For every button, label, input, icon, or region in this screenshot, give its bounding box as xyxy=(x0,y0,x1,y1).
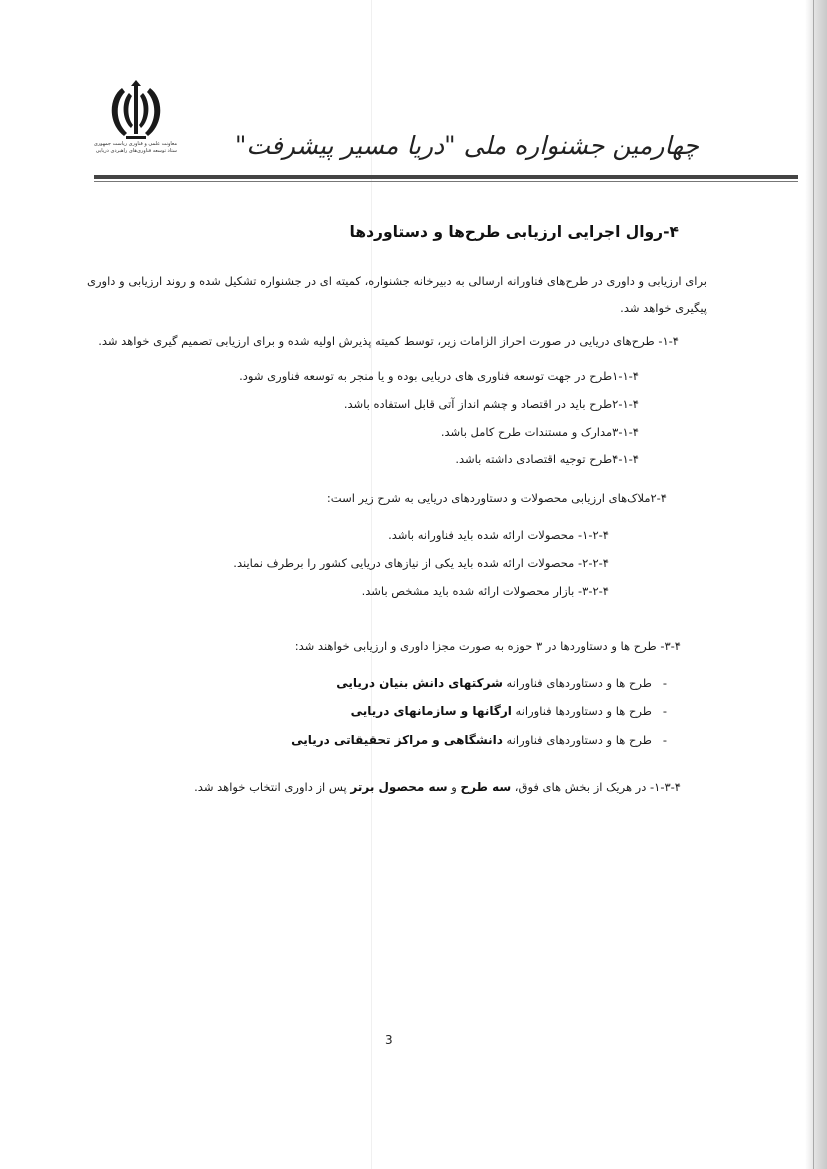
list-item-prefix: طرح ها و دستاوردها فناورانه xyxy=(511,704,652,718)
emblem-caption-line-2: ستاد توسعه فناوری‌های راهبردی دریایی xyxy=(95,148,177,154)
section-title: ۴-روال اجرایی ارزیابی طرح‌ها و دستاوردها xyxy=(349,223,679,241)
list-item xyxy=(351,703,667,719)
list-item-dash: - xyxy=(662,704,667,718)
clause-4-3-1-part-1: ۱-۳-۴- در هریک از بخش های فوق، xyxy=(511,780,681,794)
clause-4-2-2: ۲-۲-۴- محصولات ارائه شده باید یکی از نیازهای دریایی کشور را برطرف نمایند. xyxy=(233,556,609,570)
clause-4-1-3: ۳-۱-۴مدارک و مستندات طرح کامل باشد. xyxy=(440,425,639,439)
list-item-prefix: طرح ها و دستاوردهای فناورانه xyxy=(502,676,652,690)
emblem-caption xyxy=(93,141,177,155)
intro-paragraph: برای ارزیابی و داوری در طرح‌های فناورانه ارسالی به دبیرخانه جشنواره، کمیته ای در جشنواره تشکیل شده و روند ارزیابی و داوری پیگیری خواهد شد. xyxy=(87,274,707,315)
clause-4-3-1-part-2: و xyxy=(447,780,461,794)
list-item-bold: ارگانها و سازمانهای دریایی xyxy=(350,704,512,718)
clause-4-3-1-bold-1: سه طرح xyxy=(460,780,512,794)
list-item-bold: دانشگاهی و مراکز تحقیقاتی دریایی xyxy=(291,733,503,747)
list-item-dash: - xyxy=(662,733,667,747)
clause-4-2-3: ۳-۲-۴- بازار محصولات ارائه شده باید مشخص باشد. xyxy=(361,584,609,598)
list-item-dash: - xyxy=(662,676,667,690)
page-number: 3 xyxy=(385,1033,393,1047)
list-item xyxy=(291,732,667,748)
clause-4-3: ۳-۴- طرح ها و دستاوردها در ۳ حوزه به صورت مجزا داوری و ارزیابی خواهند شد: xyxy=(294,639,681,653)
list-item xyxy=(336,675,667,691)
clause-4-3-1 xyxy=(194,779,681,795)
clause-4-1-4: ۴-۱-۴طرح توجیه اقتصادی داشته باشد. xyxy=(455,452,639,466)
clause-4-1-2: ۲-۱-۴طرح باید در اقتصاد و چشم انداز آتی قابل استفاده باشد. xyxy=(343,397,639,411)
scan-edge-shadow xyxy=(805,0,827,1169)
clause-4-1: ۱-۴- طرح‌های دریایی در صورت احراز الزامات زیر، توسط کمیته پذیرش اولیه شده و برای ارزیابی تصمیم گیری خواهد شد. xyxy=(98,334,679,348)
clause-4-2-1: ۱-۲-۴- محصولات ارائه شده باید فناورانه باشد. xyxy=(388,528,609,542)
emblem-caption-line-1: معاونت علمی و فناوری ریاست جمهوری xyxy=(93,141,177,147)
clause-4-2: ۲-۴ملاک‌های ارزیابی محصولات و دستاوردهای دریایی به شرح زیر است: xyxy=(326,491,667,505)
scan-edge-line xyxy=(813,0,814,1169)
festival-title: چهارمین جشنواره ملی "دریا مسیر پیشرفت" xyxy=(234,131,699,160)
header-rule-thin xyxy=(94,181,798,182)
list-item-bold: شرکتهای دانش بنیان دریایی xyxy=(336,676,503,690)
clause-4-1-1: ۱-۱-۴طرح در جهت توسعه فناوری های دریایی بوده و یا منجر به توسعه فناوری شود. xyxy=(239,369,639,383)
list-item-prefix: طرح ها و دستاوردهای فناورانه xyxy=(502,733,652,747)
clause-4-3-1-bold-2: سه محصول برتر xyxy=(350,780,448,794)
header-rule-thick xyxy=(94,175,798,179)
clause-4-3-1-part-3: پس از داوری انتخاب خواهد شد. xyxy=(194,780,351,794)
